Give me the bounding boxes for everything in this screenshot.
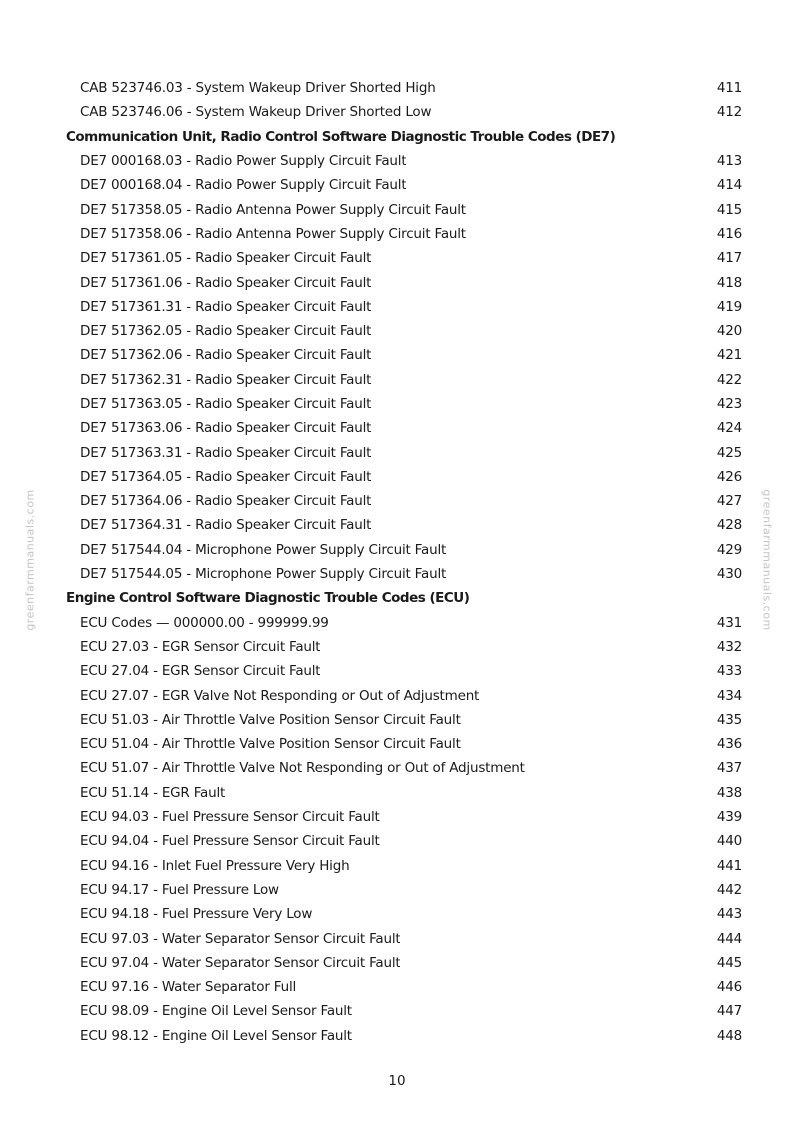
toc-entry[interactable] [66,854,742,878]
toc-entry[interactable] [66,611,742,635]
toc-title: DE7 000168.04 - Radio Power Supply Circuit Fault [80,177,407,194]
toc-page-number: 423 [716,396,742,412]
toc-entry[interactable] [66,708,742,732]
toc-title: DE7 517364.05 - Radio Speaker Circuit Fault [80,468,372,485]
toc-entry[interactable] [66,781,742,805]
toc-title: DE7 517364.06 - Radio Speaker Circuit Fault [80,493,372,510]
toc-page-number: 441 [716,857,742,874]
page-number: 10 [388,1073,406,1089]
toc-entry[interactable] [66,173,742,197]
toc-page-number: 428 [716,517,742,534]
toc-page-number: 447 [716,1003,742,1020]
toc-page-number: 444 [716,930,742,947]
toc-title: DE7 517362.06 - Radio Speaker Circuit Fault [80,347,372,364]
toc-entry[interactable] [66,392,742,416]
toc-entry[interactable] [66,319,742,343]
toc-entry[interactable] [66,635,742,659]
toc-title: DE7 517361.31 - Radio Speaker Circuit Fault [80,298,372,315]
toc-entry[interactable] [66,222,742,246]
toc-title: DE7 517364.31 - Radio Speaker Circuit Fault [80,517,372,534]
toc-page-number: 435 [716,711,742,728]
toc-entry[interactable] [66,149,742,173]
watermark-right: greenfarmmanuals.com [760,489,774,631]
toc-entry[interactable] [66,999,742,1023]
toc-page-number: 439 [716,809,742,826]
toc-title: ECU 51.07 - Air Throttle Valve Not Responding or Out of Adjustment [80,760,525,777]
toc-title: DE7 517544.04 - Microphone Power Supply Circuit Fault [80,541,447,558]
toc-page-number: 448 [716,1027,742,1044]
toc-title: ECU 97.03 - Water Separator Sensor Circuit Fault [80,930,401,947]
toc-entry[interactable] [66,489,742,513]
toc-title: ECU 27.07 - EGR Valve Not Responding or Out of Adjustment [80,687,480,704]
toc-entry[interactable] [66,416,742,440]
toc-entry[interactable] [66,76,742,100]
toc-page-number: 413 [716,153,742,170]
toc-entry[interactable] [66,951,742,975]
toc-page-number: 431 [716,614,742,631]
toc-page-number: 424 [716,420,742,437]
toc-title: Communication Unit, Radio Control Software Diagnostic Trouble Codes (DE7) [66,128,616,145]
toc-title: ECU 94.03 - Fuel Pressure Sensor Circuit Fault [80,809,380,826]
toc-title: ECU 98.09 - Engine Oil Level Sensor Fault [80,1003,352,1020]
toc-title: DE7 517361.05 - Radio Speaker Circuit Fault [80,250,372,267]
toc-title: DE7 517362.05 - Radio Speaker Circuit Fault [80,323,372,340]
toc-entry[interactable] [66,926,742,950]
toc-page-number: 415 [716,201,742,218]
toc-title: DE7 000168.03 - Radio Power Supply Circuit Fault [80,153,407,170]
toc-title: ECU 94.18 - Fuel Pressure Very Low [80,906,313,923]
toc-page-number: 442 [716,881,742,898]
toc-page-number: 440 [716,833,742,850]
toc-title: DE7 517363.05 - Radio Speaker Circuit Fault [80,396,372,412]
toc-title: ECU 51.04 - Air Throttle Valve Position Sensor Circuit Fault [80,736,461,753]
toc-entry[interactable] [66,902,742,926]
toc-title: CAB 523746.06 - System Wakeup Driver Shorted Low [80,104,432,121]
toc-title: ECU 51.03 - Air Throttle Valve Position Sensor Circuit Fault [80,711,461,728]
toc-title: ECU 51.14 - EGR Fault [80,784,226,801]
toc-entry[interactable] [66,1024,742,1048]
toc-entry[interactable] [66,805,742,829]
toc-entry[interactable] [66,100,742,124]
toc-title: DE7 517363.06 - Radio Speaker Circuit Fault [80,420,372,437]
toc-entry[interactable] [66,829,742,853]
toc-entry[interactable] [66,732,742,756]
toc-title: ECU 94.16 - Inlet Fuel Pressure Very High [80,857,350,874]
toc-title: Engine Control Software Diagnostic Trouble Codes (ECU) [66,590,470,607]
toc-page-number: 412 [716,104,742,121]
toc-page-number: 432 [716,638,742,655]
toc-page-number: 425 [716,444,742,461]
toc-page-number: 430 [716,566,742,583]
toc-entry[interactable] [66,197,742,221]
toc-entry[interactable] [66,295,742,319]
toc-entry[interactable] [66,878,742,902]
toc-page-number: 446 [716,979,742,996]
toc-page-number: 436 [716,736,742,753]
watermark-left: greenfarmmanuals.com [23,489,37,631]
toc-entry[interactable] [66,975,742,999]
toc-entry[interactable] [66,270,742,294]
table-of-contents [66,76,742,1048]
toc-title: DE7 517544.05 - Microphone Power Supply Circuit Fault [80,566,447,583]
toc-page-number: 445 [716,954,742,971]
toc-entry[interactable] [66,465,742,489]
toc-title: ECU 94.17 - Fuel Pressure Low [80,881,279,898]
toc-entry[interactable] [66,683,742,707]
toc-page-number: 427 [716,493,742,510]
toc-page-number: 414 [716,177,742,194]
toc-title: DE7 517358.05 - Radio Antenna Power Supply Circuit Fault [80,201,466,218]
toc-page-number: 433 [716,663,742,680]
toc-page-number: 419 [716,298,742,315]
toc-page-number: 417 [716,250,742,267]
toc-entry[interactable] [66,343,742,367]
toc-entry[interactable] [66,246,742,270]
toc-entry[interactable] [66,368,742,392]
toc-page-number: 416 [716,225,742,242]
toc-page-number: 437 [716,760,742,777]
toc-title: ECU 97.04 - Water Separator Sensor Circuit Fault [80,954,401,971]
toc-title: DE7 517362.31 - Radio Speaker Circuit Fault [80,371,372,388]
toc-section-heading[interactable] [66,125,742,149]
toc-entry[interactable] [66,562,742,586]
toc-page-number: 434 [716,687,742,704]
toc-title: ECU 97.16 - Water Separator Full [80,979,297,996]
toc-page-number: 422 [716,371,742,388]
toc-page-number: 429 [716,541,742,558]
toc-entry[interactable] [66,538,742,562]
toc-entry[interactable] [66,659,742,683]
toc-title: CAB 523746.03 - System Wakeup Driver Shorted High [80,80,436,97]
toc-entry[interactable] [66,756,742,780]
toc-page-number: 411 [716,80,742,97]
toc-page-number: 420 [716,323,742,340]
toc-page-number: 421 [716,347,742,364]
toc-title: DE7 517361.06 - Radio Speaker Circuit Fault [80,274,372,291]
toc-title: ECU Codes — 000000.00 - 999999.99 [80,614,329,631]
toc-page-number: 426 [716,468,742,485]
toc-title: ECU 27.04 - EGR Sensor Circuit Fault [80,663,321,680]
toc-entry[interactable] [66,513,742,537]
toc-page-number: 418 [716,274,742,291]
toc-section-heading[interactable] [66,586,742,610]
toc-page-number: 438 [716,784,742,801]
toc-title: ECU 94.04 - Fuel Pressure Sensor Circuit Fault [80,833,380,850]
toc-entry[interactable] [66,440,742,464]
toc-page-number: 443 [716,906,742,923]
toc-title: ECU 98.12 - Engine Oil Level Sensor Fault [80,1027,352,1044]
toc-title: DE7 517358.06 - Radio Antenna Power Supply Circuit Fault [80,225,466,242]
toc-title: DE7 517363.31 - Radio Speaker Circuit Fault [80,444,372,461]
toc-title: ECU 27.03 - EGR Sensor Circuit Fault [80,638,321,655]
